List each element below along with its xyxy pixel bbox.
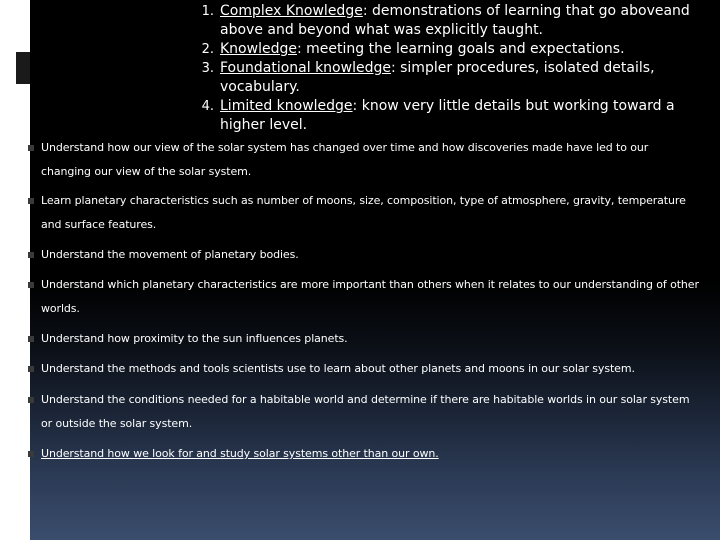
list-item [41, 136, 701, 184]
bullet-square-icon [28, 145, 34, 151]
goal-text: Learn planetary characteristics such as number of moons, size, composition, type of atmosphere, gravity, temperature and surface features. [41, 194, 686, 231]
list-item [41, 442, 701, 466]
list-number: 2. [201, 42, 214, 57]
list-number: 3. [201, 61, 214, 76]
bullet-square-icon [28, 366, 34, 372]
bullet-square-icon [28, 397, 34, 403]
level-term: Knowledge [220, 41, 297, 57]
list-item [41, 243, 701, 267]
bullet-square-icon [28, 336, 34, 342]
level-description: : meeting the learning goals and expectations. [296, 41, 625, 57]
list-number: 1. [201, 4, 214, 19]
list-item [41, 388, 701, 436]
list-item [41, 189, 701, 237]
goal-text: Understand how our view of the solar system has changed over time and how discoveries made have led to our changing our view of the solar system. [41, 141, 649, 178]
list-item [41, 327, 701, 351]
goal-text: Understand how we look for and study solar systems other than our own. [41, 447, 439, 460]
goal-text: Understand which planetary characteristics are more important than others when it relates to our understanding of other worlds. [41, 278, 699, 315]
level-description: : simpler procedures, isolated details, vocabulary. [220, 60, 655, 95]
bullet-square-icon [28, 252, 34, 258]
bullet-square-icon [28, 198, 34, 204]
level-description: : know very little details but working toward a higher level. [220, 98, 675, 133]
list-item [41, 273, 701, 321]
level-term: Complex Knowledge [220, 3, 363, 19]
goal-text: Understand the conditions needed for a habitable world and determine if there are habitable worlds in our solar system or outside the solar system. [41, 393, 690, 430]
goal-text: Understand the movement of planetary bodies. [41, 248, 299, 261]
level-term: Foundational knowledge [220, 60, 391, 76]
level-description: : demonstrations of learning that go aboveand above and beyond what was explicitly taught. [220, 3, 690, 38]
bullet-square-icon [28, 282, 34, 288]
goal-text: Understand how proximity to the sun influences planets. [41, 332, 348, 345]
level-term: Limited knowledge [220, 98, 353, 114]
list-item [41, 357, 701, 381]
list-number: 4. [201, 99, 214, 114]
bullet-square-icon [28, 451, 34, 457]
goal-text: Understand the methods and tools scientists use to learn about other planets and moons in our solar system. [41, 362, 635, 375]
